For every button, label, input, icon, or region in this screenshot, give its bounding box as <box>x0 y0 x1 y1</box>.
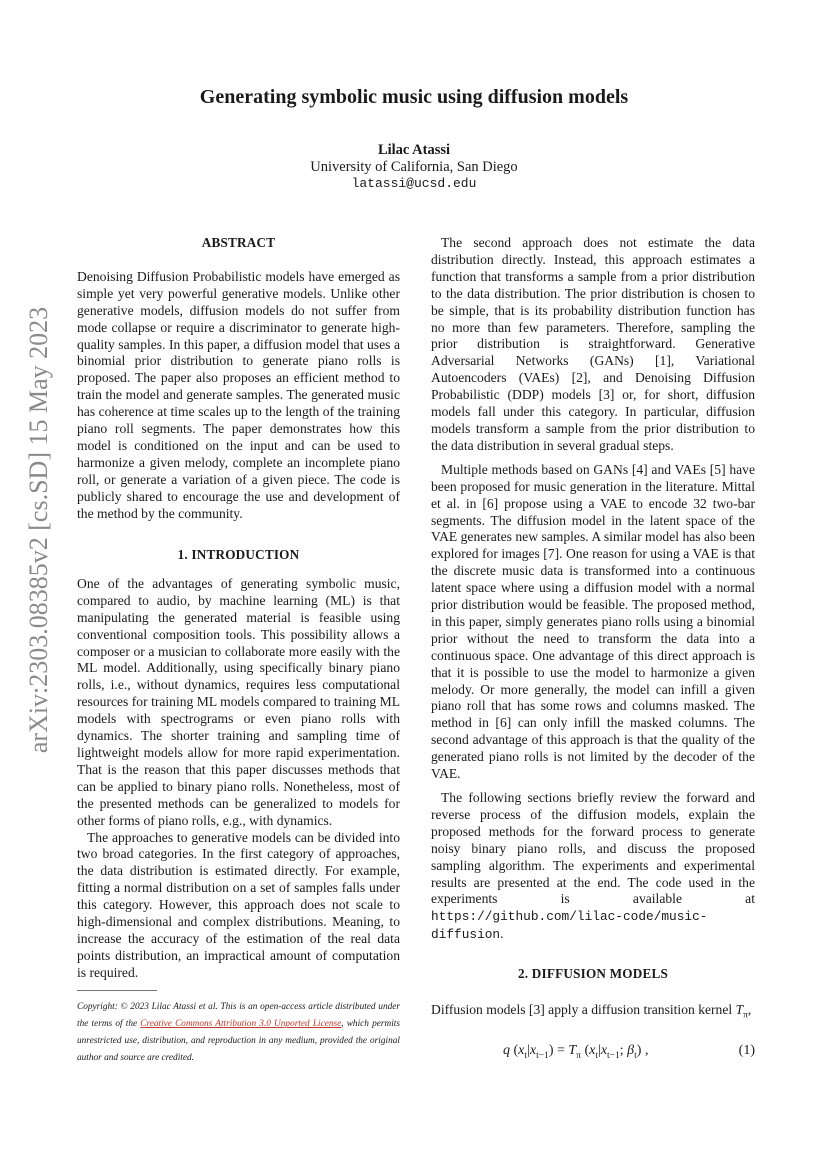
equation-1-expression: q $(x_t|x_{t-1}) = T_\pi$ ($x_t|x_{t-1}$; $\beta_t$) , <box>503 1043 649 1061</box>
paper-title: Generating symbolic music using diffusion models <box>199 86 629 108</box>
author-name: Lilac Atassi <box>377 142 451 158</box>
introduction-section <box>77 547 400 982</box>
intro-paragraph-3: The second approach does not estimate the data distribution directly. Instead, this approach estimates a function that transforms a sample from a prior distribution to the data distribution. The prior distribution is chosen to be simple, that is its probability distribution function has no more than few parameters. Therefore, sampling the prior distribution is straightforward. Generative Adversarial Networks (GANs) [1], Variational Autoencoders (VAEs) [2], and Denoising Diffusion Probabilistic (DDP) models [3] or, for short, diffusion models fall under this category. In particular, diffusion models transform a sample from the prior distribution to the data distribution in several gradual steps. <box>431 235 755 453</box>
license-link[interactable]: Creative Commons Attribution 3.0 Unported License <box>140 1019 342 1029</box>
author-affiliation: University of California, San Diego <box>310 159 518 175</box>
diffusion-paragraph-1-end: , <box>747 1001 752 1017</box>
copyright-notice <box>77 999 400 1067</box>
intro-paragraph-5 <box>431 790 755 944</box>
footnote-rule <box>77 990 157 991</box>
diffusion-paragraph-1 <box>431 1002 755 1025</box>
right-column <box>431 235 755 944</box>
abstract-text: Denoising Diffusion Probabilistic models have emerged as simple yet very powerful generative models. Unlike other generative models, diffusion models do not suffer from mode collapse or require a discriminator to generate high-quality samples. In this paper, a diffusion model that uses a binomial prior distribution to generate piano rolls is proposed. The paper also proposes an efficient method to train the model and generate samples. The generated music has coherence at time scales up to the length of the training piano roll segments. The paper demonstrates how this model is conditioned on the input and can be used to harmonize a given melody, complete an incomplete piano roll, or generate a variation of a given piece. The code is publicly shared to encourage the use and development of the method by the community. <box>77 268 400 521</box>
intro-paragraph-5-end: . <box>500 926 504 942</box>
intro-paragraph-2: The approaches to generative models can be divided into two broad categories. In the first category of approaches, the data distribution is estimated directly. For example, fitting a normal distribution on a set of samples falls under this category. However, this approach does not scale to high-dimensional and complex distributions. Meaning, to increase the accuracy of the estimation of the real data points distribution, an impractical amount of computation is required. <box>77 829 400 980</box>
diffusion-heading: 2. DIFFUSION MODELS <box>518 966 668 981</box>
code-url[interactable]: https://github.com/lilac-code/music-diffusion <box>431 909 708 943</box>
introduction-heading: 1. INTRODUCTION <box>177 547 300 562</box>
kernel-subscript: π <box>743 1010 748 1021</box>
equation-1-number: (1) <box>738 1043 755 1058</box>
intro-paragraph-4: Multiple methods based on GANs [4] and VAEs [5] have been proposed for music generation in the literature. Mittal et al. in [6] propose using a VAE to encode 32 two-bar segments. The diffusion model in the latent space of the VAE generates new samples. A similar model has also been explored for images [7]. One reason for using a VAE is that the discrete music data is transformed into a continuous latent space where using a diffusion model with a normal prior distribution would be feasible. The proposed method, in this paper, simply generates piano rolls using a binomial prior without the need to transform the data into a continuous space. One advantage of this direct approach is that it is possible to use the model to harmonize a given melody. Or more generally, the model can infill a given piano roll that has some rows and columns masked. The method in [6] can only infill the masked columns. The second advantage of this approach is that the quality of the generated piano rolls is not limited by the decoder of the VAE. <box>431 461 755 782</box>
intro-paragraph-1: One of the advantages of generating symbolic music, compared to audio, by machine learning (ML) is that manipulating the generated material is feasible using conventional composition tools. This possibility allows a composer or a musician to collaborate more easily with the ML model. Additionally, using specifically binary piano rolls, i.e., without dynamics, requires less computational resources for training ML models compared to training ML models with spectrograms or even piano rolls with dynamics. The shorter training and sampling time of lightweight models allow for more rapid experimentation. That is the reason that this paper discusses methods that can be applied to binary piano rolls. Nonetheless, most of the presented methods can be generalized to models for other forms of piano rolls, e.g., with dynamics. <box>77 575 400 828</box>
intro-paragraph-5-text: The following sections briefly review the forward and reverse process of the diffusion models, explain the proposed methods for the forward process to generate noisy binary piano rolls, and discuss the proposed sampling algorithm. The experiments and experimental results are presented at the end. The code used in the experiments is available at <box>431 790 755 907</box>
kernel-symbol: T <box>735 1001 744 1017</box>
arxiv-stamp <box>24 200 54 860</box>
diffusion-section <box>431 966 755 1025</box>
author-email: latassi@ucsd.edu <box>351 176 477 191</box>
copyright-prefix: Copyright: © 2023 Lilac Atassi et al. This is an open-access article distributed under the terms of the <box>77 1002 400 1029</box>
copyright-suffix: , which permits unrestricted use, distribution, and reproduction in any medium, provided the original author and source are credited. <box>77 1019 400 1063</box>
abstract-heading: ABSTRACT <box>201 235 276 250</box>
equation-1 <box>431 1043 755 1063</box>
arxiv-stamp-text: arXiv:2303.08385v2 [cs.SD] 15 May 2023 <box>24 306 53 754</box>
abstract-section <box>77 235 400 523</box>
diffusion-paragraph-1-text: Diffusion models [3] apply a diffusion transition kernel <box>431 1001 733 1017</box>
